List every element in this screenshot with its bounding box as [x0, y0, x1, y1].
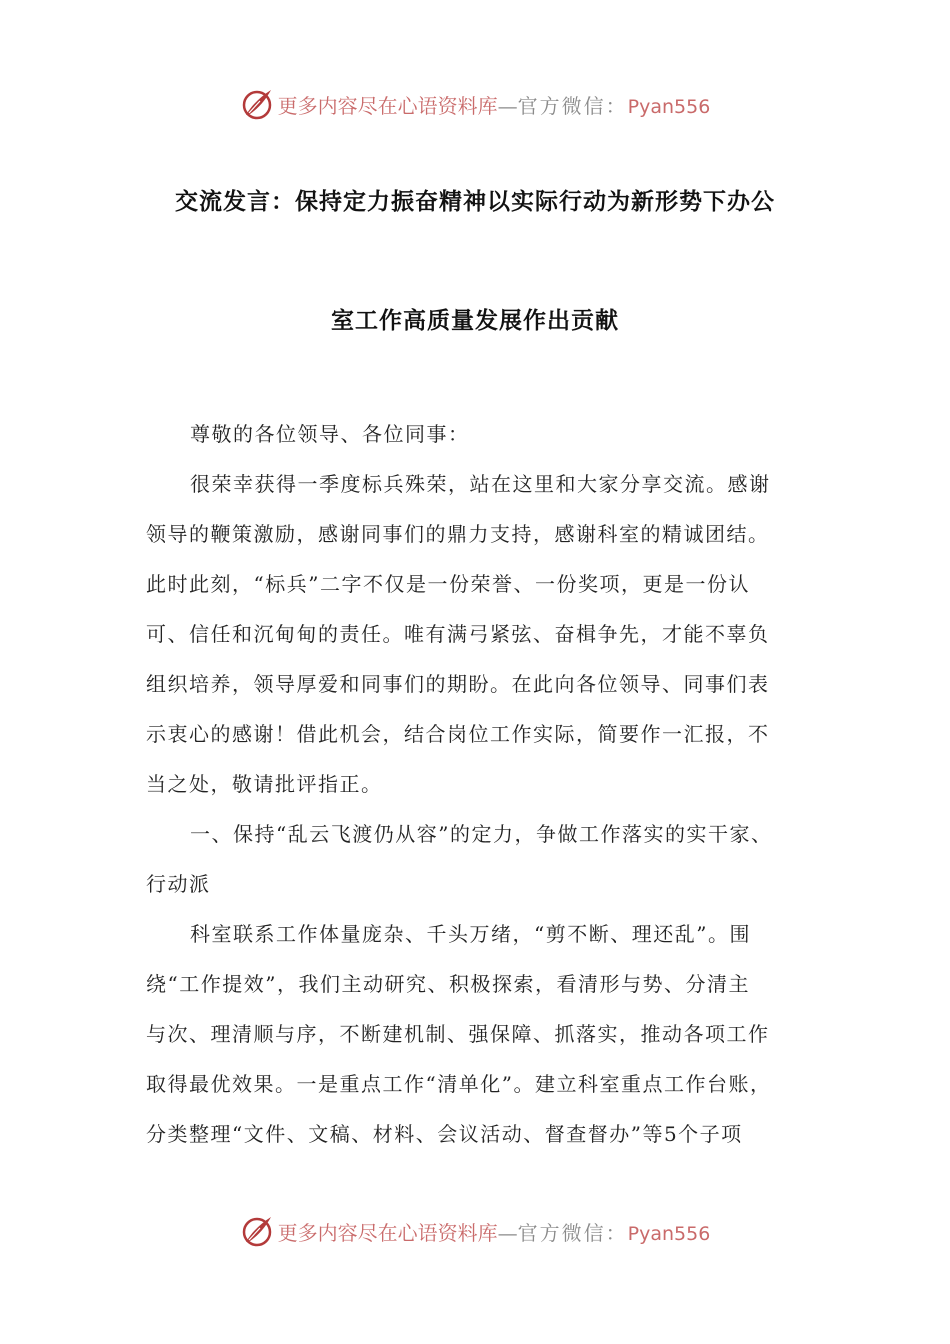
- promo-dash: —: [497, 93, 518, 118]
- body-line: 尊敬的各位领导、各位同事：: [190, 422, 470, 446]
- promo-dash: —: [497, 1220, 518, 1245]
- body-line: 示衷心的感谢！借此机会，结合岗位工作实际，简要作一汇报，不: [146, 722, 770, 746]
- promo-wechat-label: 官方微信：: [517, 1220, 628, 1245]
- promo-main: 更多内容尽在心语资料库: [277, 93, 498, 118]
- quill-logo-icon: [240, 87, 274, 121]
- promo-wechat-id: Pyan556: [627, 1222, 711, 1245]
- body-line: 取得最优效果。一是重点工作“清单化”。建立科室重点工作台账，: [146, 1072, 772, 1096]
- promo-text: [278, 1217, 711, 1246]
- body-line: 与次、理清顺与序，不断建机制、强保障、抓落实，推动各项工作: [146, 1022, 770, 1046]
- body-line: 领导的鞭策激励，感谢同事们的鼎力支持，感谢科室的精诚团结。: [146, 522, 770, 546]
- promo-main: 更多内容尽在心语资料库: [277, 1220, 498, 1245]
- promo-wechat-label: 官方微信：: [517, 93, 628, 118]
- promo-wechat-id: Pyan556: [627, 95, 711, 118]
- body-line: 可、信任和沉甸甸的责任。唯有满弓紧弦、奋楫争先，才能不辜负: [146, 622, 770, 646]
- document-title-line-1: 交流发言：保持定力振奋精神以实际行动为新形势下办公: [175, 189, 775, 215]
- promo-text: [278, 90, 711, 119]
- body-line: 绕“工作提效”，我们主动研究、积极探索，看清形与势、分清主: [146, 972, 750, 996]
- body-line: 很荣幸获得一季度标兵殊荣，站在这里和大家分享交流。感谢: [190, 472, 771, 496]
- header-banner: [0, 84, 950, 124]
- footer-banner: [0, 1211, 950, 1251]
- document-body: [146, 409, 816, 1159]
- quill-logo-icon: [240, 1214, 274, 1248]
- section-heading-line: 一、保持“乱云飞渡仍从容”的定力，争做工作落实的实干家、: [190, 822, 773, 846]
- body-line: 当之处，敬请批评指正。: [146, 772, 383, 796]
- body-line: 分类整理“文件、文稿、材料、会议活动、督查督办”等5个子项: [146, 1122, 743, 1146]
- document-title-line-2: 室工作高质量发展作出贡献: [331, 308, 619, 334]
- body-line: 组织培养，领导厚爱和同事们的期盼。在此向各位领导、同事们表: [146, 672, 770, 696]
- body-line: 科室联系工作体量庞杂、千头万绪，“剪不断、理还乱”。围: [190, 922, 751, 946]
- body-line: 此时此刻，“标兵”二字不仅是一份荣誉、一份奖项，更是一份认: [146, 572, 750, 596]
- section-heading-line: 行动派: [146, 872, 211, 896]
